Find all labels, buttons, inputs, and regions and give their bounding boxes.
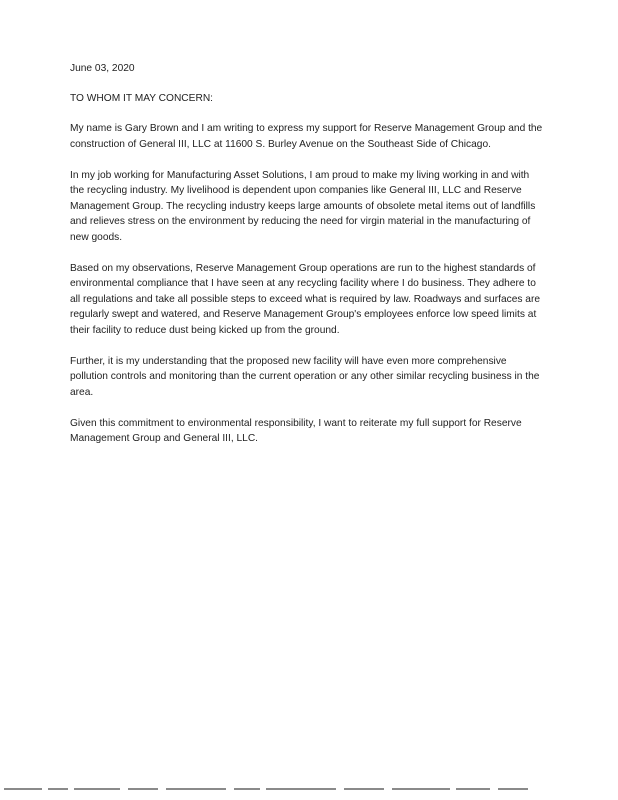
paragraph-new-facility: Further, it is my understanding that the proposed new facility will have even more comprehensive pollution controls and monitoring than the current operation or any other similar recycling business in the area. (70, 355, 540, 398)
paragraph-job: In my job working for Manufacturing Asset Solutions, I am proud to make my living working in and with the recycling industry. My livelihood is dependent upon companies like General III, LLC and Reserve Management Group. The recycling industry keeps large amounts of obsolete metal items out of landfills and relieves stress on the environment by reducing the need for virgin material in the manufacturing of new goods. (70, 169, 536, 243)
paragraph-closing: Given this commitment to environmental responsibility, I want to reiterate my full support for Reserve Management Group and General III, LLC. (70, 417, 522, 444)
letter-date: June 03, 2020 (70, 63, 135, 74)
letter-salutation: TO WHOM IT MAY CONCERN: (70, 92, 214, 104)
paragraph-observations: Based on my observations, Reserve Management Group operations are run to the highest standards of environmental compliance that I have seen at any recycling facility where I do business. They adhere to all regulations and take all possible steps to exceed what is required by law. Roadways and surfaces are regularly swept and watered, and Reserve Management Group's employees enforce low speed limits at their facility to reduce dust being kicked up from the ground. (70, 262, 541, 336)
scan-artifact-footer (4, 788, 534, 792)
letter-body (70, 61, 545, 462)
paragraph-support: My name is Gary Brown and I am writing to express my support for Reserve Management Group and the construction of General III, LLC at 11600 S. Burley Avenue on the Southeast Side of Chicago. (70, 123, 543, 150)
